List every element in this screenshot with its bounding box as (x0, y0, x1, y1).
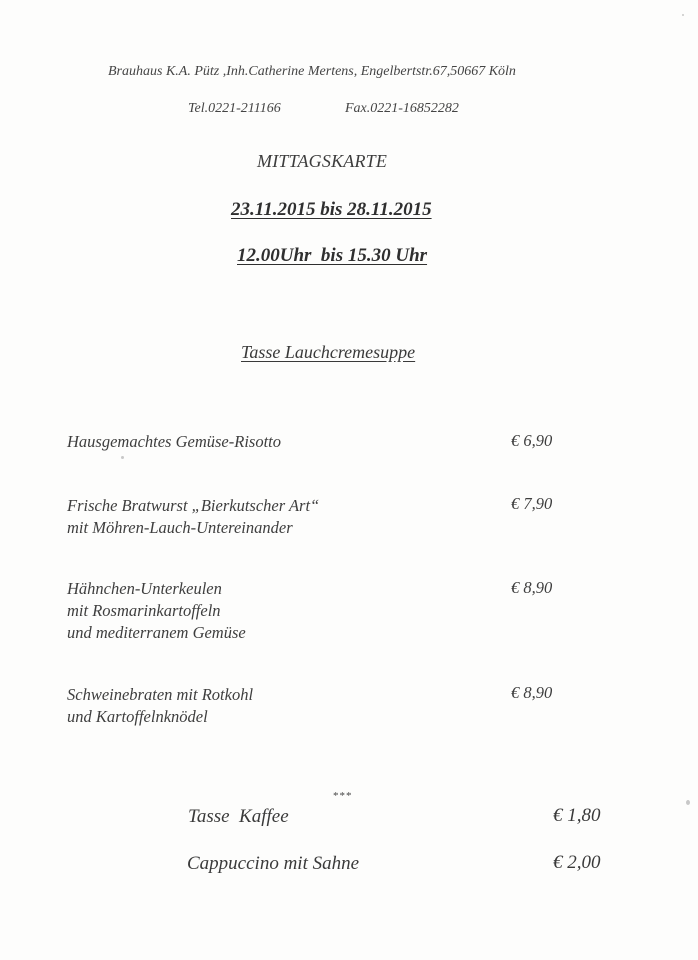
menu-item-line: und mediterranem Gemüse (67, 623, 246, 642)
restaurant-address: Brauhaus K.A. Pütz ,Inh.Catherine Mertens, Engelbertstr.67,50667 Köln (108, 64, 516, 79)
fax-number: Fax.0221-16852282 (345, 101, 459, 116)
date-range: 23.11.2015 bis 28.11.2015 (231, 199, 432, 220)
soup-heading: Tasse Lauchcremesuppe (241, 342, 416, 362)
menu-item-price: € 6,90 (511, 431, 553, 450)
menu-item-price: € 8,90 (511, 578, 553, 597)
menu-item-line: Schweinebraten mit Rotkohl (67, 685, 254, 704)
separator: *** (333, 790, 353, 802)
drink-price: € 1,80 (553, 805, 601, 826)
menu-item-line: Hausgemachtes Gemüse-Risotto (67, 432, 282, 451)
telephone-number: Tel.0221-211166 (188, 101, 281, 116)
menu-item-line: und Kartoffelnknödel (67, 707, 208, 726)
menu-item-line: mit Rosmarinkartoffeln (67, 601, 221, 620)
menu-item-line: Frische Bratwurst „Bierkutscher Art“ (67, 496, 320, 515)
menu-item-line: Hähnchen-Unterkeulen (67, 579, 222, 598)
menu-item (67, 431, 281, 453)
menu-item-price: € 7,90 (511, 494, 553, 513)
drink-price: € 2,00 (553, 852, 601, 873)
time-range: 12.00Uhr bis 15.30 Uhr (237, 245, 428, 266)
page-title: MITTAGSKARTE (257, 151, 388, 171)
menu-item-price: € 8,90 (511, 683, 553, 702)
scan-speck (686, 800, 690, 805)
menu-item (67, 578, 246, 644)
drink-item: Cappuccino mit Sahne (187, 853, 360, 874)
menu-item (67, 495, 319, 539)
menu-item-line: mit Möhren-Lauch-Untereinander (67, 518, 293, 537)
scan-speck (121, 456, 124, 459)
scan-speck (682, 14, 684, 16)
menu-item (67, 684, 253, 728)
drink-item: Tasse Kaffee (188, 806, 289, 827)
